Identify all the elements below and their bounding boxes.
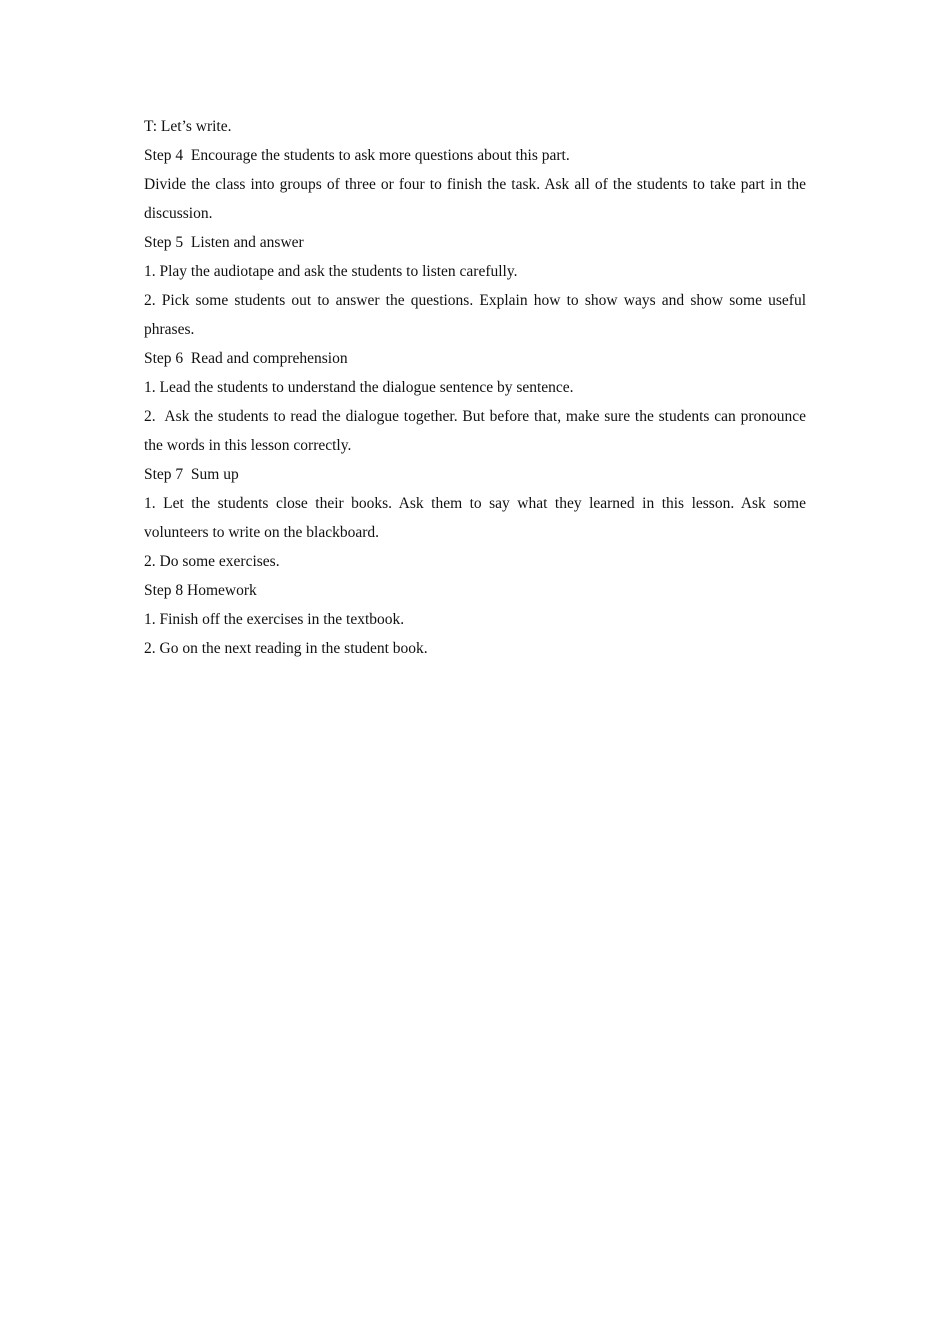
step-6-item-2: 2. Ask the students to read the dialogue together. But before that, make sure the students can pronounce the words in this lesson correctly. [144, 408, 810, 454]
step-7-heading: Step 7 Sum up [144, 466, 239, 483]
step-4-instruction: Divide the class into groups of three or four to finish the task. Ask all of the students to take part in the discussion. [144, 176, 810, 222]
step-7-item-2: 2. Do some exercises. [144, 553, 280, 570]
step-8-item-2: 2. Go on the next reading in the student book. [144, 640, 428, 657]
step-5-item-1: 1. Play the audiotape and ask the students to listen carefully. [144, 263, 518, 280]
step-6-heading: Step 6 Read and comprehension [144, 350, 348, 367]
step-8-heading: Step 8 Homework [144, 582, 257, 599]
document-body [144, 112, 810, 663]
step-5-item-2: 2. Pick some students out to answer the questions. Explain how to show ways and show some useful phrases. [144, 292, 810, 338]
step-6-item-1: 1. Lead the students to understand the dialogue sentence by sentence. [144, 379, 574, 396]
step-8-item-1: 1. Finish off the exercises in the textbook. [144, 611, 405, 628]
line-teacher-prompt: T: Let’s write. [144, 118, 232, 135]
step-7-item-1: 1. Let the students close their books. Ask them to say what they learned in this lesson. Ask some volunteers to write on the blackboard. [144, 495, 810, 541]
step-5-heading: Step 5 Listen and answer [144, 234, 304, 251]
step-4-heading: Step 4 Encourage the students to ask more questions about this part. [144, 147, 570, 164]
